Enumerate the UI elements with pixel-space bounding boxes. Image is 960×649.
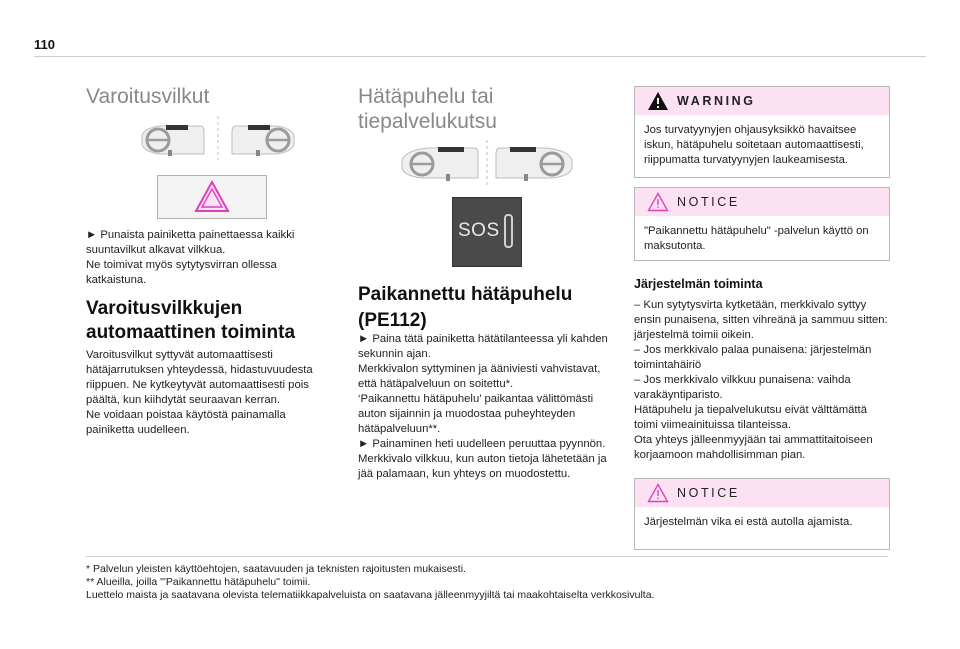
notice-text: Järjestelmän vika ei estä autolla ajamista.	[644, 516, 853, 528]
sos-step-1: ► Paina tätä painiketta hätätilanteessa yli kahden sekunnin ajan.	[358, 333, 608, 360]
notice-box	[634, 478, 890, 550]
notice-header	[635, 188, 889, 216]
warning-header	[635, 87, 889, 115]
system-note: Hätäpuhelu ja tiepalvelukutsu eivät välttämättä toimi viimeainituissa tilanteissa.	[634, 404, 867, 431]
warning-text: Jos turvatyynyjen ohjausyksikkö havaitsee iskun, hätäpuhelu soitetaan automaattisesti, riippumatta turvatyynyjen laukeamisesta.	[644, 124, 864, 166]
footnotes	[86, 563, 896, 602]
system-contact: Ota yhteys jälleenmyyjään tai ammattitaitoiseen korjaamoon mahdollisimman pian.	[634, 434, 873, 461]
auto-hazard-title: Varoitusvilkkujen automaattinen toiminta	[86, 298, 296, 343]
notice-header	[635, 479, 889, 507]
notice-label: NOTICE	[677, 195, 740, 209]
system-step-1: – Kun sytytysvirta kytketään, merkkivalo syttyy ensin punaisena, sitten vihreänä ja sammuu sitten: järjestelmä toimii oikein.	[634, 299, 888, 341]
warning-triangle-icon	[647, 483, 669, 503]
sos-led: Merkkivalo vilkkuu, kun auton tietoja lähetetään ja jää palamaan, kun yhteys on muodostettu.	[358, 453, 607, 480]
system-step-3: – Jos merkkivalo vilkkuu punaisena: vaihda varakäyntiparisto.	[634, 374, 851, 401]
footnote-1: * Palvelun yleisten käyttöehtojen, saatavuuden ja teknisten rajoitusten mukaisesti.	[86, 563, 466, 575]
warning-triangle-icon	[647, 192, 669, 212]
footer-rule	[86, 556, 888, 557]
col1-auto-text	[86, 348, 326, 438]
hazard-lights-title: Varoitusvilkut	[86, 85, 210, 108]
warning-triangle-icon	[647, 91, 669, 111]
col3-system-text	[634, 298, 892, 463]
sos-locate: ‘Paikannettu hätäpuhelu’ paikantaa välittömästi auton sijainnin ja muodostaa puheyhteyden hätäpalveluun**.	[358, 393, 594, 435]
steering-wheel-icon	[398, 140, 576, 186]
notice-text: "Paikannettu hätäpuhelu" -palvelun käyttö on maksutonta.	[644, 225, 869, 252]
col2-text	[358, 332, 614, 482]
hazard-triangle-icon	[157, 175, 267, 219]
sos-confirm: Merkkivalon syttyminen ja ääniviesti vahvistavat, että hätäpalveluun on soitettu*.	[358, 363, 601, 390]
system-operation-title: Järjestelmän toiminta	[634, 277, 763, 291]
warning-box	[634, 86, 890, 178]
header-rule	[34, 56, 926, 57]
sos-cancel: ► Painaminen heti uudelleen peruuttaa pyynnön.	[358, 438, 606, 450]
hazard-note: Ne toimivat myös sytytysvirran ollessa katkaistuna.	[86, 259, 277, 286]
auto-hazard-text: Varoitusvilkut syttyvät automaattisesti hätäjarrutuksen yhteydessä, hidastuvuudesta riippuen. Ne kytkeytyvät automaattisesti pois päältä, kun kiihdytät seuraavan kerran.	[86, 349, 313, 406]
auto-hazard-text-2: Ne voidaan poistaa käytöstä painamalla painiketta uudelleen.	[86, 409, 286, 436]
footnote-3: Luettelo maista ja saatavana olevista telematiikkapalveluista on saatavana jälleenmyyjiltä tai maakohtaiselta verkkosivulta.	[86, 589, 655, 601]
col1-instructions	[86, 228, 322, 288]
notice-box	[634, 187, 890, 261]
sos-button-icon	[452, 197, 522, 267]
system-step-2: – Jos merkkivalo palaa punaisena: järjestelmän toimintahäiriö	[634, 344, 872, 371]
emergency-call-title: Hätäpuhelu tai tiepalvelukutsu	[358, 85, 497, 133]
sos-label: SOS	[458, 220, 500, 241]
steering-wheel-icon	[138, 114, 298, 162]
notice-label: NOTICE	[677, 486, 740, 500]
footnote-2: ** Alueilla, joilla "'Paikannettu hätäpuhelu" toimii.	[86, 576, 311, 588]
localized-call-title: Paikannettu hätäpuhelu (PE112)	[358, 284, 573, 331]
page-number: 110	[34, 37, 55, 52]
warning-label: WARNING	[677, 94, 756, 108]
hazard-instruction: ► Punaista painiketta painettaessa kaikki suuntavilkut alkavat vilkkua.	[86, 229, 295, 256]
sos-indicator	[504, 214, 513, 248]
